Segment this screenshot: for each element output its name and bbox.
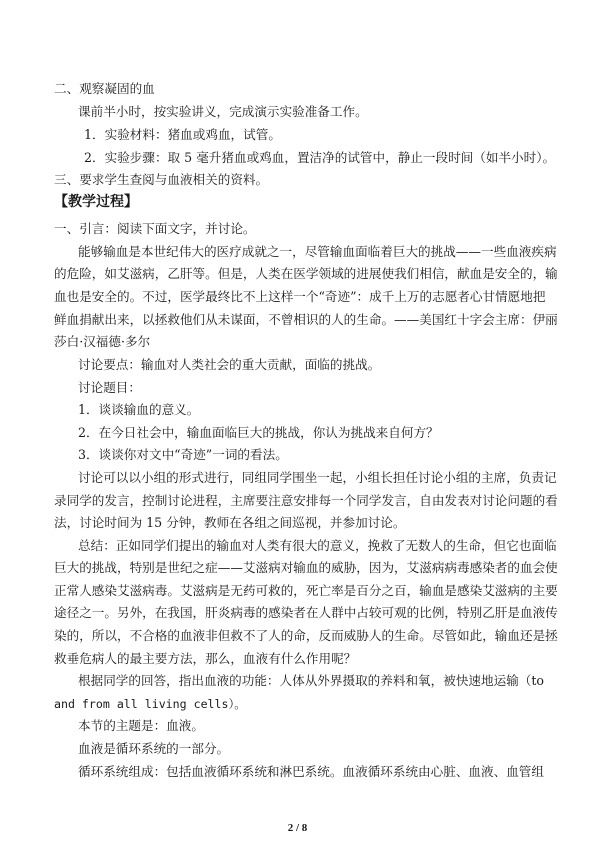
discussion-topic: 1．谈谈输血的意义。: [78, 402, 200, 417]
quote-line: 莎白·汉福德·多尔: [54, 334, 151, 349]
discussion-points: 讨论要点：输血对人类社会的重大贡献，面临的挑战。: [78, 357, 381, 372]
quote-line: 能够输血是本世纪伟大的医疗成就之一，尽管输血面临着巨大的挑战——一些血液疾病: [78, 244, 557, 259]
section-heading: 【教学过程】: [54, 194, 138, 210]
quote-line: 血也是安全的。不过，医学最终比不上这样一个“奇迹”：成千上万的志愿者心甘情愿地把: [54, 289, 546, 304]
section-item-3: 三、要求学生查阅与血液相关的资料。: [54, 172, 269, 187]
blood-function-line: 根据同学的回答，指出血液的功能：人体从外界摄取的养料和氧，被快速地运输（to: [78, 673, 545, 688]
summary-line: 途径之一。另外，在我国，肝炎病毒的感染者在人群中占较可观的比例，特别乙肝是血液传: [54, 605, 558, 620]
circulatory-system-line: 循环系统组成：包括血液循环系统和淋巴系统。血液循环系统由心脏、血液、血管组: [78, 764, 544, 779]
item2-steps: 2．实验步骤：取 5 毫升猪血或鸡血，置洁净的试管中，静止一段时间（如半小时）。: [84, 150, 556, 165]
page-number: 2 / 8: [287, 822, 308, 834]
format-line: 讨论可以以小组的形式进行，同组同学围坐一起，小组长担任讨论小组的主席，负责记: [78, 470, 557, 485]
quote-line: 鲜血捐献出来，以拯救他们从未谋面，不曾相识的人的生命。——美国红十字会主席：伊丽: [54, 312, 558, 327]
section-item-2-title: 二、观察凝固的血: [54, 81, 155, 96]
section-topic: 本节的主题是：血液。: [78, 718, 204, 733]
blood-function-line-cont: and from all living cells）。: [54, 697, 246, 711]
item2-intro: 课前半小时，按实验讲义，完成演示实验准备工作。: [78, 104, 368, 119]
lead-in-title: 一、引言：阅读下面文字，并讨论。: [54, 221, 256, 236]
quote-line: 的危险，如艾滋病，乙肝等。但是，人类在医学领域的进展使我们相信，献血是安全的，输: [54, 266, 558, 281]
discussion-topic: 2．在今日社会中，输血面临巨大的挑战，你认为挑战来自何方？: [78, 425, 439, 440]
summary-line: 巨大的挑战，特别是世纪之症——艾滋病对输血的威胁，因为，艾滋病病毒感染者的血会使: [54, 560, 558, 575]
discussion-topic: 3．谈谈你对文中“奇迹”一词的看法。: [78, 447, 288, 462]
discussion-topics-label: 讨论题目：: [78, 380, 141, 395]
item2-materials: 1．实验材料：猪血或鸡血，试管。: [84, 127, 281, 142]
summary-line: 染的，所以，不合格的血液非但救不了人的命，反而威胁人的生命。尽管如此，输血还是拯: [54, 628, 558, 643]
format-line: 录同学的发言，控制讨论进程，主席要注意安排每一个同学发言，自由发表对讨论问题的看: [54, 493, 558, 508]
format-line: 法，讨论时间为 15 分钟，教师在各组之间巡视，并参加讨论。: [54, 515, 406, 530]
summary-line: 正常人感染艾滋病毒。艾滋病是无药可救的，死亡率是百分之百，输血是感染艾滋病的主要: [54, 583, 558, 598]
summary-line: 总结：正如同学们提出的输血对人类有很大的意义，挽救了无数人的生命，但它也面临: [78, 538, 557, 553]
circulatory-part-line: 血液是循环系统的一部分。: [78, 741, 230, 756]
summary-line: 救垂危病人的最主要方法，那么，血液有什么作用呢？: [54, 651, 357, 666]
